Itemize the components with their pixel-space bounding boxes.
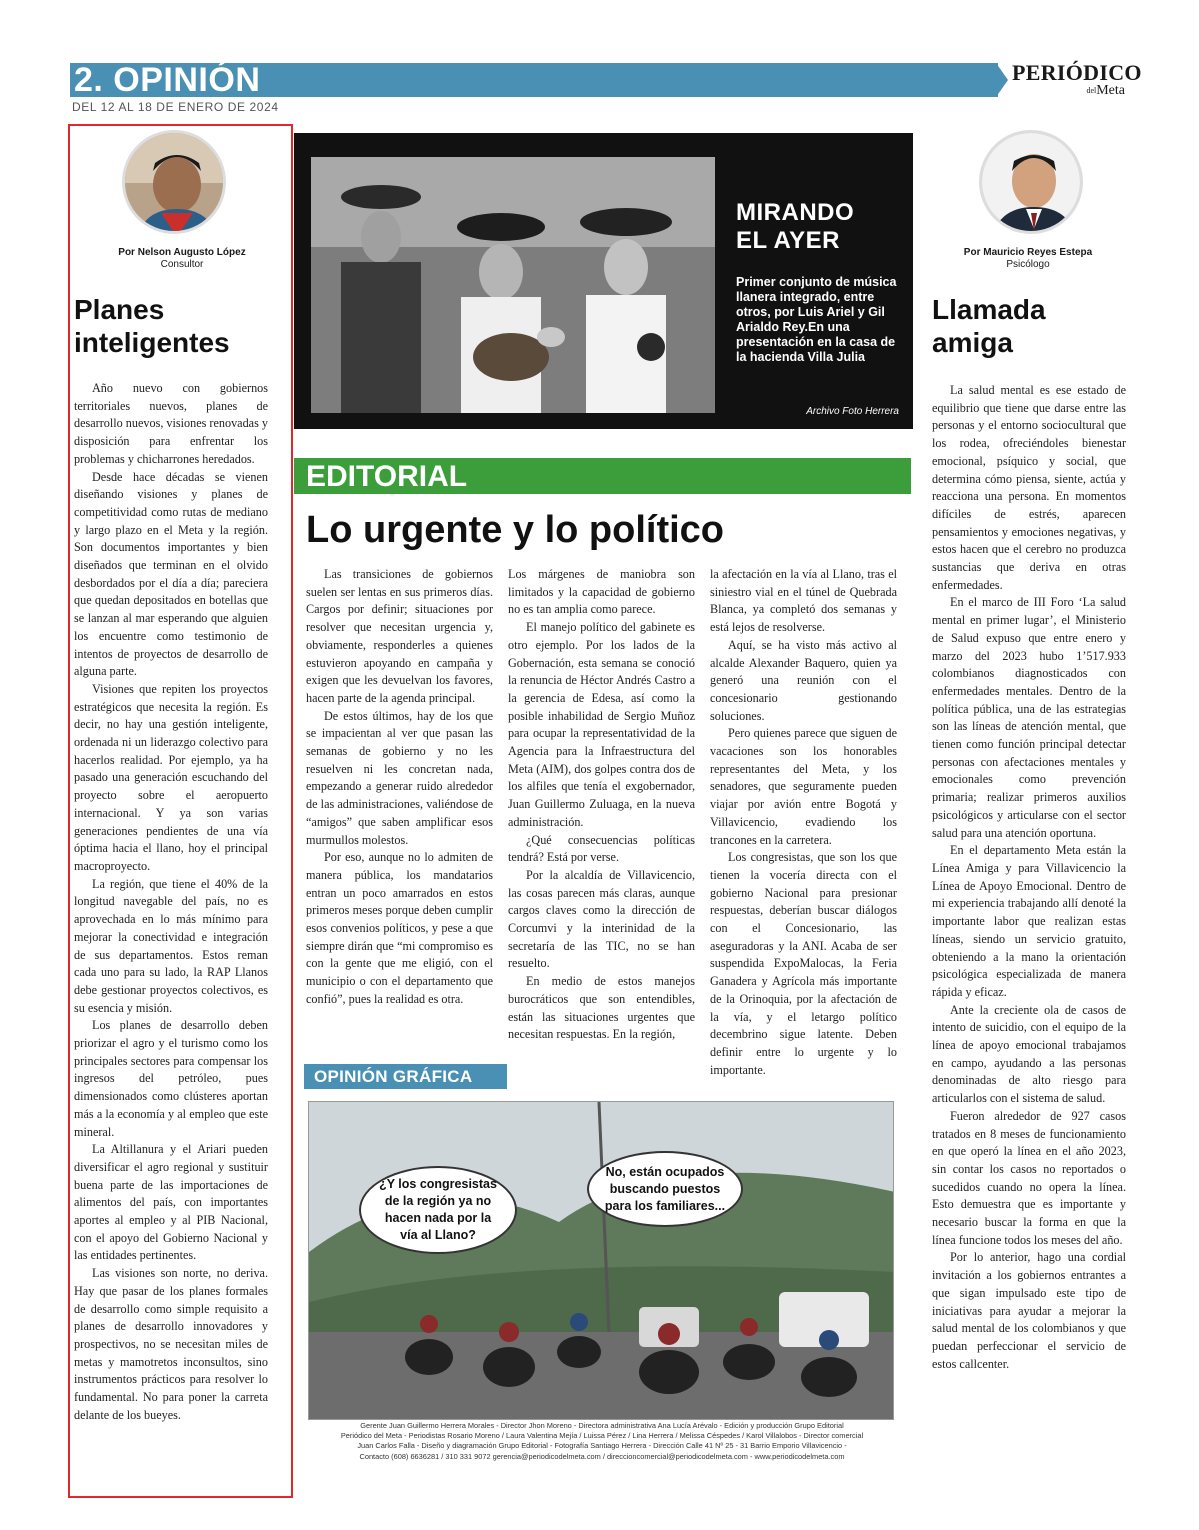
author-byline-right bbox=[928, 247, 1128, 271]
paragraph: La salud mental es ese estado de equilibrio que tiene que darse entre las personas y el entorno sociocultural que los rodea, ofreciéndoles bienestar emocional, psíquico y social, que determina cómo piensa, siente, actúa y reacciona una persona. En momentos difíciles de estrés, aparecen pensamientos y emociones negativas, y estos hacen que el cerebro no produzca sustancias que deriva en otras enfermedades. bbox=[932, 383, 1126, 592]
credits-line: Juan Carlos Falla - Diseño y diagramación Grupo Editorial - Fotografía Santiago Herrera - Dirección Calle 41 Nº 25 - 31 Barrio Emporio Villavicencio - bbox=[357, 1441, 847, 1451]
paragraph: Por la alcaldía de Villavicencio, las cosas parecen más claras, aunque cargos claves como la dirección de Corcumvi y la interinidad de la secretaría de las TIC, no se han resuelto. bbox=[508, 867, 695, 971]
credits-line: Contacto (608) 6636281 / 310 331 9072 gerencia@periodicodelmeta.com / direccioncomercial@periodicodelmeta.com - www.periodicodelmeta.com bbox=[359, 1451, 845, 1461]
editorial-column-3 bbox=[710, 566, 897, 1079]
paragraph: Desde hace décadas se vienen diseñando visiones y planes de competitividad como rutas de mediano y largo plazo en el Meta y la región. Son documentos importantes y bien diseñados que terminan en el olvido desbordados por el día a día; pareciera que quedan depositados en botellas que se lanzan al mar esperando que alguien los encuentre como testimonio de intentos de proyectos de desarrollo de alguna parte. bbox=[74, 469, 268, 679]
paragraph: Aquí, se ha visto más activo al alcalde Alexander Baquero, quien ya generó una reunión con el concesionario gestionando soluciones. bbox=[710, 637, 897, 723]
editorial-column-2 bbox=[508, 566, 695, 1044]
logo-sub-text: $^{del}$Meta bbox=[1086, 83, 1125, 98]
paragraph: la afectación en la vía al Llano, tras el siniestro vial en el túnel de Quebrada Blanca, ya completó dos semanas y está lejos de resolverse. bbox=[710, 567, 897, 635]
paragraph: De estos últimos, hay de los que se impacientan al ver que pasan las semanas de gobierno y no les resuelven ni les concretan nada, empezando a generar ruido alrededor de las administraciones, valiéndose de “amigos” que saben amplificar esos murmullos molestos. bbox=[306, 708, 493, 847]
newspaper-logo bbox=[1012, 60, 1142, 102]
logo-main-text: PERIÓDICO bbox=[1012, 60, 1142, 85]
author-role-left: Consultor bbox=[160, 259, 204, 270]
paragraph: El manejo político del gabinete es otro ejemplo. Por los lados de la Gobernación, esta semana se conoció la renuncia de Héctor Andrés Castro a la gerencia de Edesa, así como la posible inhabilidad de Sergio Muñoz para ocupar la representatividad de la Agencia para la Infraestructura del Meta (AIM), dos golpes contra dos de los alfiles que tenía el exgobernador, Juan Guillermo Zuluaga, en la nueva administración. bbox=[508, 620, 695, 829]
speech-bubble-answer: No, están ocupados buscando puestos para los familiares... bbox=[587, 1151, 743, 1227]
section-header-arrow bbox=[996, 63, 1008, 97]
paragraph: La región, que tiene el 40% de la longitud navegable del país, no es aprovechada en lo más mínimo para mejorar la conectividad e integración de sus departamentos. Estos reman cada uno para su lado, la RAP Llanos debe gestionar proyectos colectivos, es su esencia y misión. bbox=[74, 876, 268, 1015]
paragraph: La Altillanura y el Ariari pueden diversificar el agro regional y sustituir buena parte de las importaciones de alimentos del país, con importantes aportes al empleo y al PIB Nacional, con el apoyo del Gobierno Nacional y las entidades pertinentes. bbox=[74, 1142, 268, 1263]
opinion-grafica-photo bbox=[308, 1101, 894, 1420]
paragraph: ¿Qué consecuencias políticas tendrá? Está por verse. bbox=[508, 832, 695, 865]
author-name-right: Por Mauricio Reyes Estepa bbox=[963, 247, 1093, 258]
editorial-title: Lo urgente y lo político bbox=[306, 509, 724, 551]
paragraph: En el departamento Meta están la Línea Amiga y para Villavicencio la Línea de Apoyo Emocional. Dentro de mi experiencia trabajando allí denoté la importante labor que realizan estas líneas, siendo un servicio gratuito, obteniendo a la mano la orientación psicológica especializada de manera rápida y eficaz. bbox=[932, 843, 1126, 999]
mirando-el-ayer-box bbox=[294, 133, 913, 429]
paragraph: Los congresistas, que son los que tienen la vocería directa con el gobierno Nacional para presionar respuestas, deberían buscar diálogos con el Concesionario, las aseguradoras y la ANI. Acaba de ser suspendida ExpoMalocas, la Feria Ganadera y Agrícola más importante de la Orinoquia, por la afectación de la vía, y el letargo político decembrino sigue latente. Deben definir entre lo urgente y lo importante. bbox=[710, 850, 897, 1077]
author-name-left: Por Nelson Augusto López bbox=[118, 247, 246, 258]
column-title-right: Llamada amiga bbox=[932, 294, 1046, 358]
paragraph: En el marco de III Foro ‘La salud mental en primer lugar’, el Ministerio de Salud expuso que entre enero y marzo del 2023 hubo 1’517.933 colombianos diagnosticados con enfermedades mentales. Dentro de la política pública, una de las estrategias son las líneas de atención mental, que tienen como función principal detectar personas con afectaciones mentales y emocionales como prevención primaria; realizar primeros auxilios psicológicos y articularse con el sector salud para una atención oportuna. bbox=[932, 595, 1126, 840]
paragraph: Visiones que repiten los proyectos estratégicos que necesita la región. Es decir, no hay una gestión inteligente, ordenada ni un liderazgo colectivo para hacerlos realidad. Por ejemplo, ya ha pasado una generación escuchando del proyecto sobre el aeropuerto internacional. Y ya son varias generaciones pendientes de una vía óptima hacia el llano, hoy el principal macroproyecto. bbox=[74, 681, 268, 873]
staff-credits bbox=[300, 1421, 904, 1462]
credits-line: Gerente Juan Guillermo Herrera Morales - Director Jhon Moreno - Directora administrativa Ana Lucía Arévalo - Edición y producción Grupo Editorial bbox=[360, 1421, 844, 1430]
historic-photo bbox=[311, 157, 715, 413]
author-photo-right bbox=[979, 130, 1083, 234]
opinion-grafica-label: OPINIÓN GRÁFICA bbox=[314, 1067, 473, 1086]
credits-line: Periódico del Meta - Periodistas Rosario Moreno / Laura Valentina Mejía / Luissa Pérez / Lina Herrera / Melissa Céspedes / Karol Villalobos - Director comercial bbox=[340, 1431, 864, 1441]
speech-bubble-question: ¿Y los congresistas de la región ya no hacen nada por la vía al Llano? bbox=[359, 1166, 517, 1254]
paragraph: En medio de estos manejos burocráticos que son entendibles, están las situaciones urgentes que necesitan respuestas. En la región, bbox=[508, 974, 695, 1042]
column-body-right bbox=[932, 382, 1126, 1373]
paragraph: Los planes de desarrollo deben priorizar el agro y el turismo como los principales sectores para compensar los ingresos del petróleo, pues dimensionados como clústeres aportan más a la economía y al empleo que este mineral. bbox=[74, 1018, 268, 1139]
paragraph: Las visiones son norte, no deriva. Hay que pasar de los planes formales de desarrollo como simple requisito a planes de desarrollo innovadores y prospectivos, no se necesitan miles de metas y mamotretos inconsultos, sino instrumentos prácticos para resolver lo fundamental. No para poner la carreta delante de los bueyes. bbox=[74, 1266, 268, 1422]
paragraph: Pero quienes parece que siguen de vacaciones son los honorables representantes del Meta, y los senadores, que seguramente pueden viajar por avión entre Bogotá y Villavicencio, evadiendo los trancones en la carretera. bbox=[710, 726, 897, 847]
mirando-photo-credit: Archivo Foto Herrera bbox=[806, 406, 899, 417]
paragraph: Las transiciones de gobiernos suelen ser lentas en sus primeros días. Cargos por definir; situaciones por resolver que necesitan urgencia y, obviamente, responderles a quienes estuvieron apoyando en campaña y exigen que les devuelvan los favores, hacen parte de la agenda principal. bbox=[306, 567, 493, 705]
editorial-label: EDITORIAL bbox=[306, 460, 468, 493]
section-title: 2. OPINIÓN bbox=[74, 61, 261, 99]
author-role-right: Psicólogo bbox=[1006, 259, 1050, 270]
mirando-title: MIRANDO EL AYER bbox=[736, 199, 855, 254]
paragraph: Los márgenes de maniobra son limitados y la capacidad de gobierno no es tan amplia como parece. bbox=[508, 567, 695, 617]
paragraph: Ante la creciente ola de casos de intento de suicidio, con el equipo de la línea de apoyo emocional trabajamos en campo, ayudando a las personas denominadas de alto riesgo para articularlos con el sistema de salud. bbox=[932, 1002, 1126, 1106]
author-byline-left bbox=[72, 247, 292, 271]
paragraph: Por eso, aunque no lo admiten de manera pública, los mandatarios entran un poco amarrados en estos primeros meses porque deben cumplir esos convenios políticos, y pese a que siempre dirán que “mi compromiso es con la gente que me eligió, con el municipio o con el departamento que confió”, pues la realidad es otra. bbox=[306, 850, 493, 1006]
column-title-left: Planes inteligentes bbox=[74, 294, 230, 358]
column-body-left bbox=[74, 380, 268, 1424]
mirando-caption: Primer conjunto de música llanera integrado, entre otros, por Luis Ariel y Gil Arialdo Rey.En una presentación en la casa de la hacienda Villa Julia bbox=[736, 275, 897, 364]
paragraph: Año nuevo con gobiernos territoriales nuevos, planes de desarrollo nuevos, visiones renovadas y disposición para enfrentar los problemas y chicharrones heredados. bbox=[74, 381, 268, 466]
editorial-column-1 bbox=[306, 566, 493, 1009]
paragraph: Por lo anterior, hago una cordial invitación a los gobiernos entrantes a que sigan impulsado este tipo de iniciativas para ayudar a mejorar la salud mental de los colombianos y que puedan perfeccionar el servicio de estos callcenter. bbox=[932, 1250, 1126, 1371]
issue-date: DEL 12 AL 18 DE ENERO DE 2024 bbox=[72, 100, 279, 114]
author-photo-left bbox=[122, 130, 226, 234]
paragraph: Fueron alrededor de 927 casos tratados en 8 meses de funcionamiento en que operó la línea en el año 2023, sin contar los casos no reportados o sucedidos cuando no opera la línea. Esto demuestra que es importante y necesario buscar la forma en que la línea funcione todos los meses del año. bbox=[932, 1108, 1126, 1247]
